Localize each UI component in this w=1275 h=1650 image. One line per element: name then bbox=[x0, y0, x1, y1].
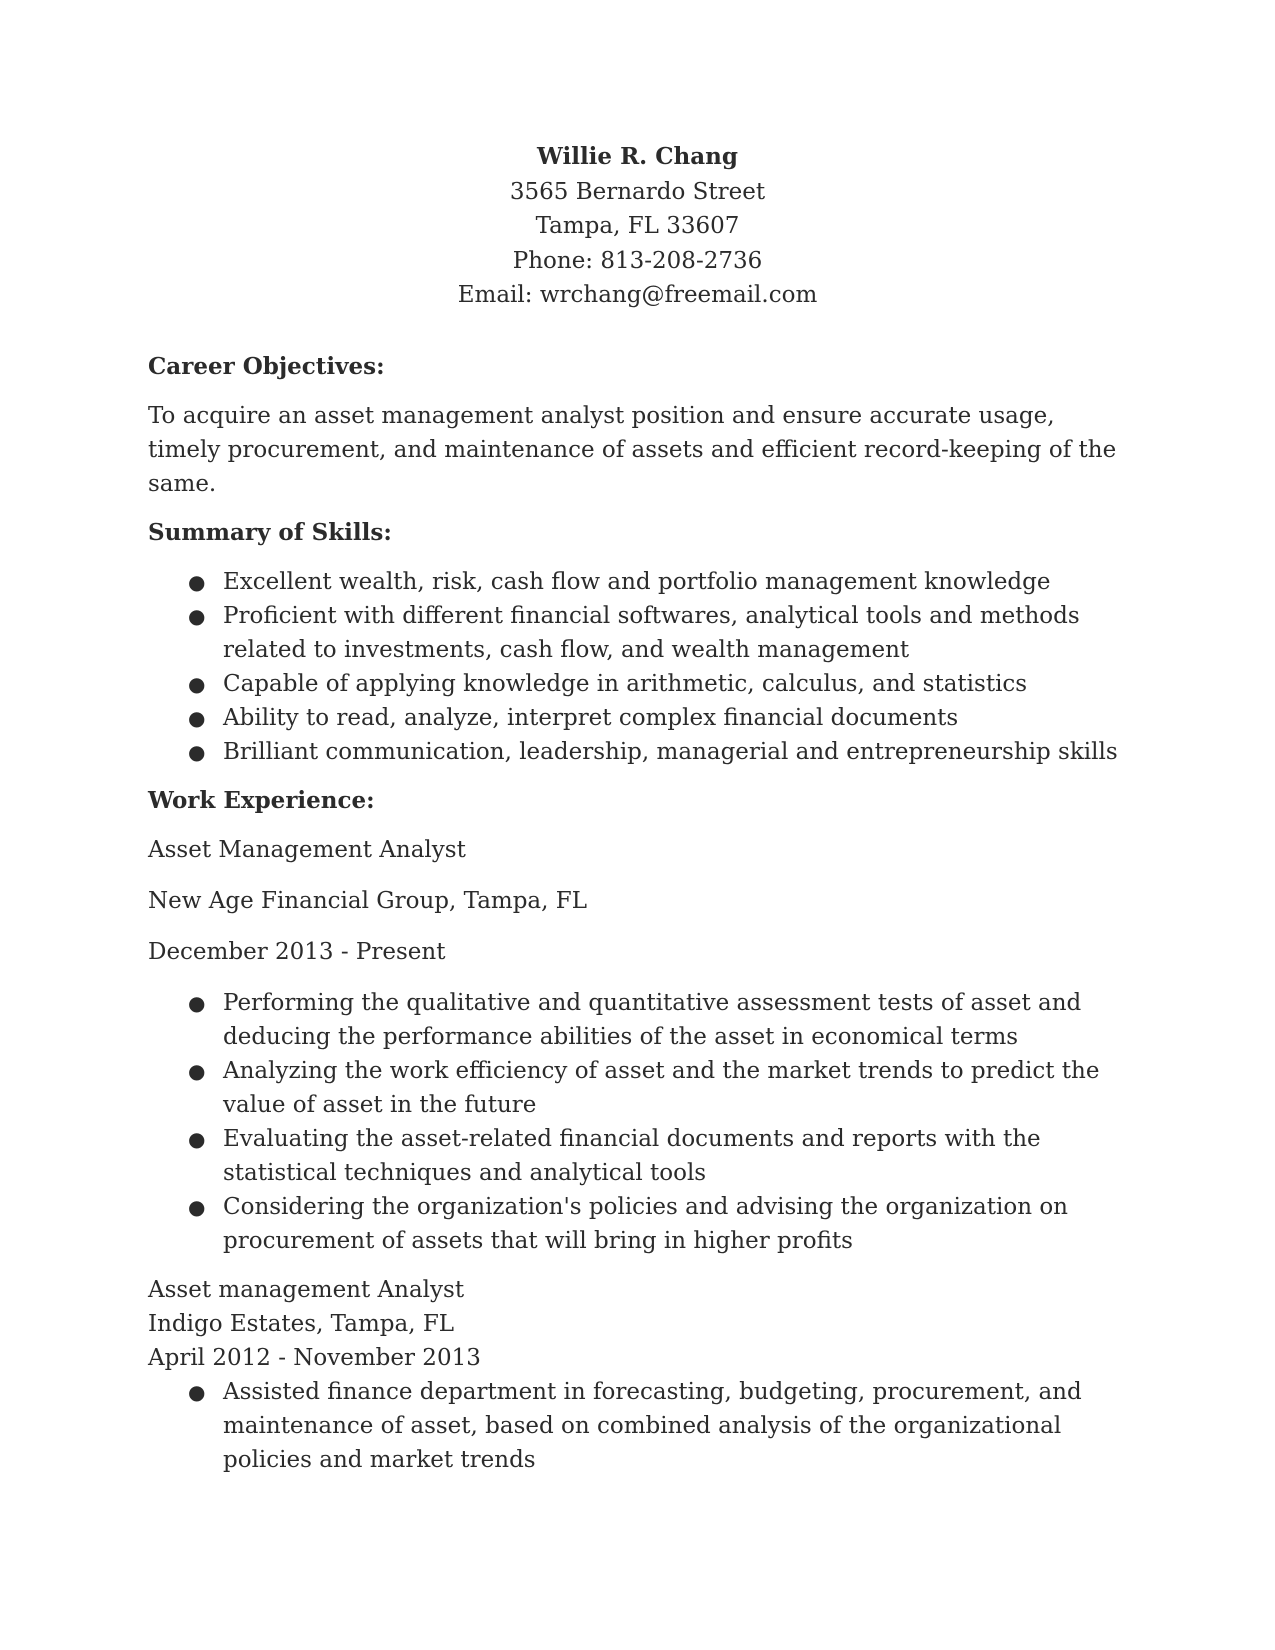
bullet-icon: ● bbox=[188, 604, 206, 628]
list-item bbox=[148, 1054, 1128, 1122]
list-item bbox=[148, 565, 1128, 599]
job-dates: December 2013 - Present bbox=[148, 939, 446, 965]
list-item bbox=[148, 1122, 1128, 1190]
city-state-zip: Tampa, FL 33607 bbox=[535, 213, 740, 239]
street-address: 3565 Bernardo Street bbox=[509, 178, 766, 205]
job-company: New Age Financial Group, Tampa, FL bbox=[148, 888, 587, 914]
applicant-name: Willie R. Chang bbox=[537, 143, 738, 170]
job-duties-list bbox=[148, 1375, 1128, 1477]
skill-text: Proficient with different financial softwares, analytical tools and methods related to investments, cash flow, and wealth management bbox=[223, 603, 1080, 663]
bullet-icon: ● bbox=[188, 991, 206, 1015]
duty-text: Considering the organization's policies and advising the organization on procurement of assets that will bring in higher profits bbox=[223, 1194, 1068, 1254]
bullet-icon: ● bbox=[188, 1380, 206, 1404]
bullet-icon: ● bbox=[188, 1059, 206, 1083]
list-item bbox=[148, 599, 1128, 667]
duty-text: Performing the qualitative and quantitative assessment tests of asset and deducing the performance abilities of the asset in economical terms bbox=[223, 990, 1082, 1050]
bullet-icon: ● bbox=[188, 1195, 206, 1219]
list-item bbox=[148, 1190, 1128, 1258]
skills-heading: Summary of Skills: bbox=[148, 519, 392, 546]
job-duties-list bbox=[148, 986, 1128, 1258]
bullet-icon: ● bbox=[188, 740, 206, 764]
resume-body bbox=[148, 350, 1128, 1492]
duty-text: Evaluating the asset-related financial documents and reports with the statistical techniques and analytical tools bbox=[223, 1126, 1041, 1186]
list-item bbox=[148, 667, 1128, 701]
objectives-heading: Career Objectives: bbox=[148, 353, 385, 380]
objectives-text: To acquire an asset management analyst position and ensure accurate usage, timely procurement, and maintenance of assets and efficient record-keeping of the same. bbox=[148, 403, 1117, 497]
bullet-icon: ● bbox=[188, 570, 206, 594]
skill-text: Ability to read, analyze, interpret complex financial documents bbox=[223, 705, 959, 731]
job-title: Asset management Analyst bbox=[148, 1277, 465, 1303]
experience-heading: Work Experience: bbox=[148, 787, 375, 814]
bullet-icon: ● bbox=[188, 1127, 206, 1151]
bullet-icon: ● bbox=[188, 672, 206, 696]
duty-text: Assisted finance department in forecasting, budgeting, procurement, and maintenance of asset, based on combined analysis of the organizational policies and market trends bbox=[223, 1379, 1082, 1473]
email-address: Email: wrchang@freemail.com bbox=[457, 282, 818, 308]
list-item bbox=[148, 701, 1128, 735]
contact-header bbox=[0, 140, 1275, 313]
job-company: Indigo Estates, Tampa, FL bbox=[148, 1311, 455, 1337]
skills-list bbox=[148, 565, 1128, 769]
list-item bbox=[148, 986, 1128, 1054]
phone-number: Phone: 813-208-2736 bbox=[512, 247, 763, 274]
list-item bbox=[148, 1375, 1128, 1477]
bullet-icon: ● bbox=[188, 706, 206, 730]
list-item bbox=[148, 735, 1128, 769]
duty-text: Analyzing the work efficiency of asset and the market trends to predict the value of asset in the future bbox=[223, 1058, 1100, 1118]
skill-text: Brilliant communication, leadership, managerial and entrepreneurship skills bbox=[223, 739, 1118, 765]
job-dates: April 2012 - November 2013 bbox=[148, 1345, 481, 1371]
skill-text: Excellent wealth, risk, cash flow and portfolio management knowledge bbox=[223, 569, 1051, 595]
skill-text: Capable of applying knowledge in arithmetic, calculus, and statistics bbox=[223, 671, 1028, 697]
job-title: Asset Management Analyst bbox=[148, 837, 466, 863]
